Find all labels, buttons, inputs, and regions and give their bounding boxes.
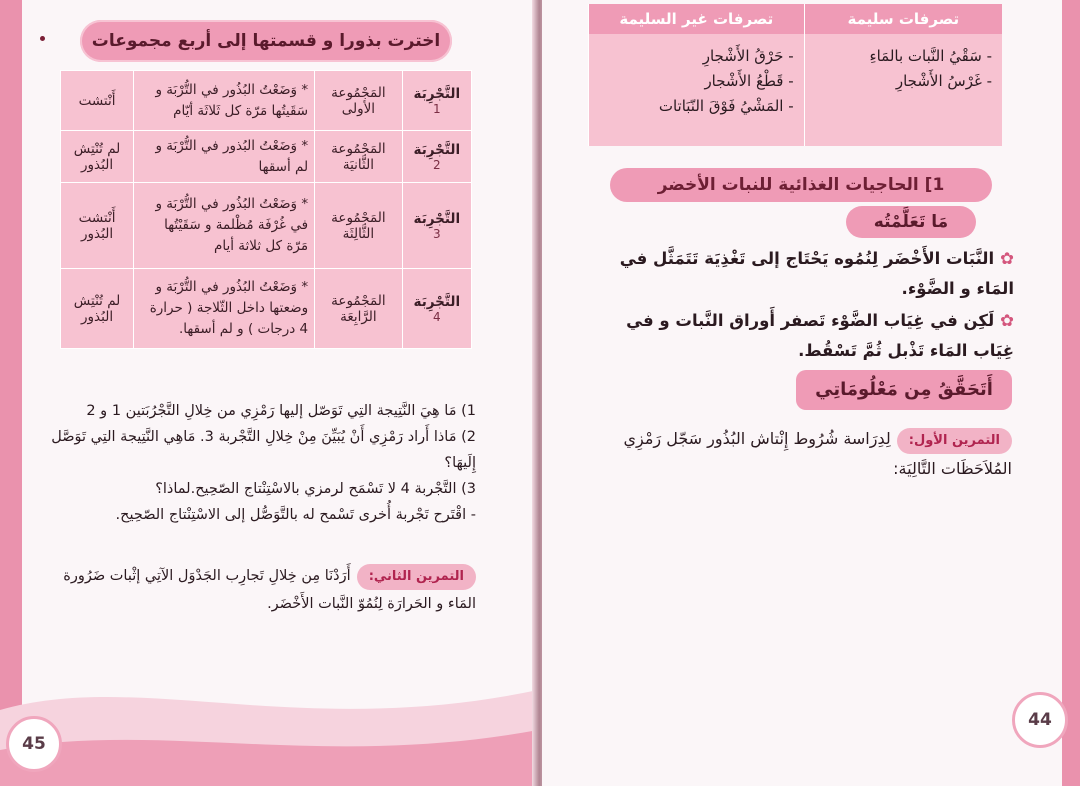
experiment-label: التَّجْرِبَة [413, 293, 461, 310]
experiments-table [60, 70, 472, 349]
description-cell: * وَضَعْتُ البُذُور في التُّرْبَة و سَقَيتُها مَرّة كل ثَلاثَة أيّام [134, 71, 315, 131]
result-cell: أَنْتشت البُذور [61, 183, 134, 269]
experiment-cell [402, 131, 471, 183]
exercise-1 [588, 424, 1012, 484]
page-title: اخترت بذورا و قسمتها إلى أربع مجموعات [80, 20, 452, 62]
learned-point-text: لَكِن في غِيَاب الضَّوْء تَصفر أَوراق النَّبات و في غِيَاب المَاء تَذْبل ثُمَّ تَسْقُط. [626, 311, 1014, 360]
description-cell: * وَضَعْتُ البُذور في التُّرْبَة و لم أسقها [134, 131, 315, 183]
left-page [0, 0, 538, 786]
exercise-2-text: أَرَدْنَا مِن خِلالِ تَجارِب الجَدْوَل الآتِي إثْبات ضَرُورة المَاء و الحَرارَة لِنُمُوّ النَّبات الأَخْضَر. [63, 568, 476, 612]
bullet-dot [40, 36, 45, 41]
experiment-number: 3 [433, 226, 441, 241]
question-3: 3) التَّجْربة 4 لا تَسْمَح لرمزي بالاسْتِنْتاج الصّحِيح.لماذا؟ [155, 481, 476, 497]
question-2: 2) مَاذا أَراد رَمْزِي أَنْ يُبَيِّنَ مِنْ خِلالِ التَّجْربة 3. مَاهِي النَّتِيجة التِي تَوَصَّل إِلَيهَا؟ [51, 429, 476, 471]
table-row [61, 71, 472, 131]
exercise-2 [40, 562, 476, 618]
result-cell: لم تُنْتِش البُذور [61, 131, 134, 183]
group-cell: المَجْمُوعة الرَّابِعَة [315, 269, 403, 349]
exercise-2-label: التمرين الثاني: [357, 564, 476, 590]
group-cell: المَجْمُوعة الثَّالِثَة [315, 183, 403, 269]
question-1: 1) مَا هِيَ النَّتِيجة التِي تَوَصّل إليها رَمْزِي من خِلالِ التَّجْرُبَتين 1 و 2 [86, 403, 476, 419]
check-heading: أَتَحَقَّقُ مِن مَعْلُومَاتِي [796, 370, 1012, 410]
group-cell: المَجْمُوعة الأولى [315, 71, 403, 131]
experiment-cell [402, 269, 471, 349]
description-cell: * وَضَعْتُ البُذُور في التُّرْبَة و في غُرْفَة مُظْلمة و سَقَيْتُها مَرّة كل ثلاثة أيام [134, 183, 315, 269]
experiment-number: 1 [433, 101, 441, 116]
group-cell: المَجْمُوعة الثَّانيَة [315, 131, 403, 183]
flower-bullet-icon: ✿ [1000, 311, 1014, 330]
bad-behavior-item: - قَطْعُ الأَشْجار [704, 72, 794, 90]
learned-point-text: النَّبَات الأَخْضَر لِنُمُوه يَحْتَاج إلى تَغْذِيَة تَتَمَثَّل في المَاء و الضَّوْء. [619, 249, 1014, 298]
learned-heading: مَا تَعَلَّمْتُه [846, 206, 976, 238]
experiment-label: التَّجْرِبَة [413, 141, 461, 158]
question-4: - اقْتَرح تَجْربة أُخرى تَسْمح له بالتَّوَصُّل إلى الاسْتِنْتاج الصّحِيح. [115, 507, 476, 523]
table-row [61, 131, 472, 183]
description-cell: * وَضَعْتُ البُذُور في التُّرْبَة و وضعتها داخل الثّلاجة ( حرارة 4 درجات ) و لم أسقها. [134, 269, 315, 349]
bad-behavior-item: - المَشْيُ فَوْقَ النّبَاتات [658, 97, 794, 115]
learned-point-2 [588, 306, 1014, 366]
experiment-number: 4 [433, 309, 441, 324]
bad-behavior-item: - حَرْقُ الأَشْجارِ [702, 47, 794, 65]
result-cell: لم تُنْتِش البُذور [61, 269, 134, 349]
experiment-cell [402, 71, 471, 131]
table-row [61, 183, 472, 269]
bad-behaviors-cell [589, 34, 805, 146]
page-number: 45 [6, 716, 62, 772]
section-title: 1] الحاجيات الغذائية للنبات الأخضر [610, 168, 992, 202]
exercise-1-label: التمرين الأول: [897, 428, 1012, 454]
experiment-cell [402, 183, 471, 269]
exercise-1-text: لِدِرَاسة شُرُوط إِنْتاش البُذُور سَجّل رَمْزِي المُلاَحَظَات التَّالِيَة: [623, 429, 1012, 478]
learned-point-1 [588, 244, 1014, 304]
header-good-behaviors: تصرفات سليمة [804, 4, 1002, 34]
page-number: 44 [1012, 692, 1068, 748]
flower-bullet-icon: ✿ [1000, 249, 1014, 268]
page-edge [1062, 0, 1080, 786]
experiment-number: 2 [433, 157, 441, 172]
good-behavior-item: - سَقْيُ النَّبات بالمَاءِ [869, 47, 992, 65]
good-behavior-item: - غَرْسُ الأَشْجارِ [895, 72, 992, 90]
experiment-label: التَّجْرِبَة [413, 210, 461, 227]
table-row [61, 269, 472, 349]
behaviors-table [588, 4, 1002, 146]
result-cell: أَنْتشت [61, 71, 134, 131]
questions-block [36, 398, 476, 528]
good-behaviors-cell [804, 34, 1002, 146]
experiment-label: التَّجْرِبَة [413, 85, 461, 102]
header-bad-behaviors: تصرفات غير السليمة [589, 4, 805, 34]
decorative-wave [0, 650, 538, 786]
